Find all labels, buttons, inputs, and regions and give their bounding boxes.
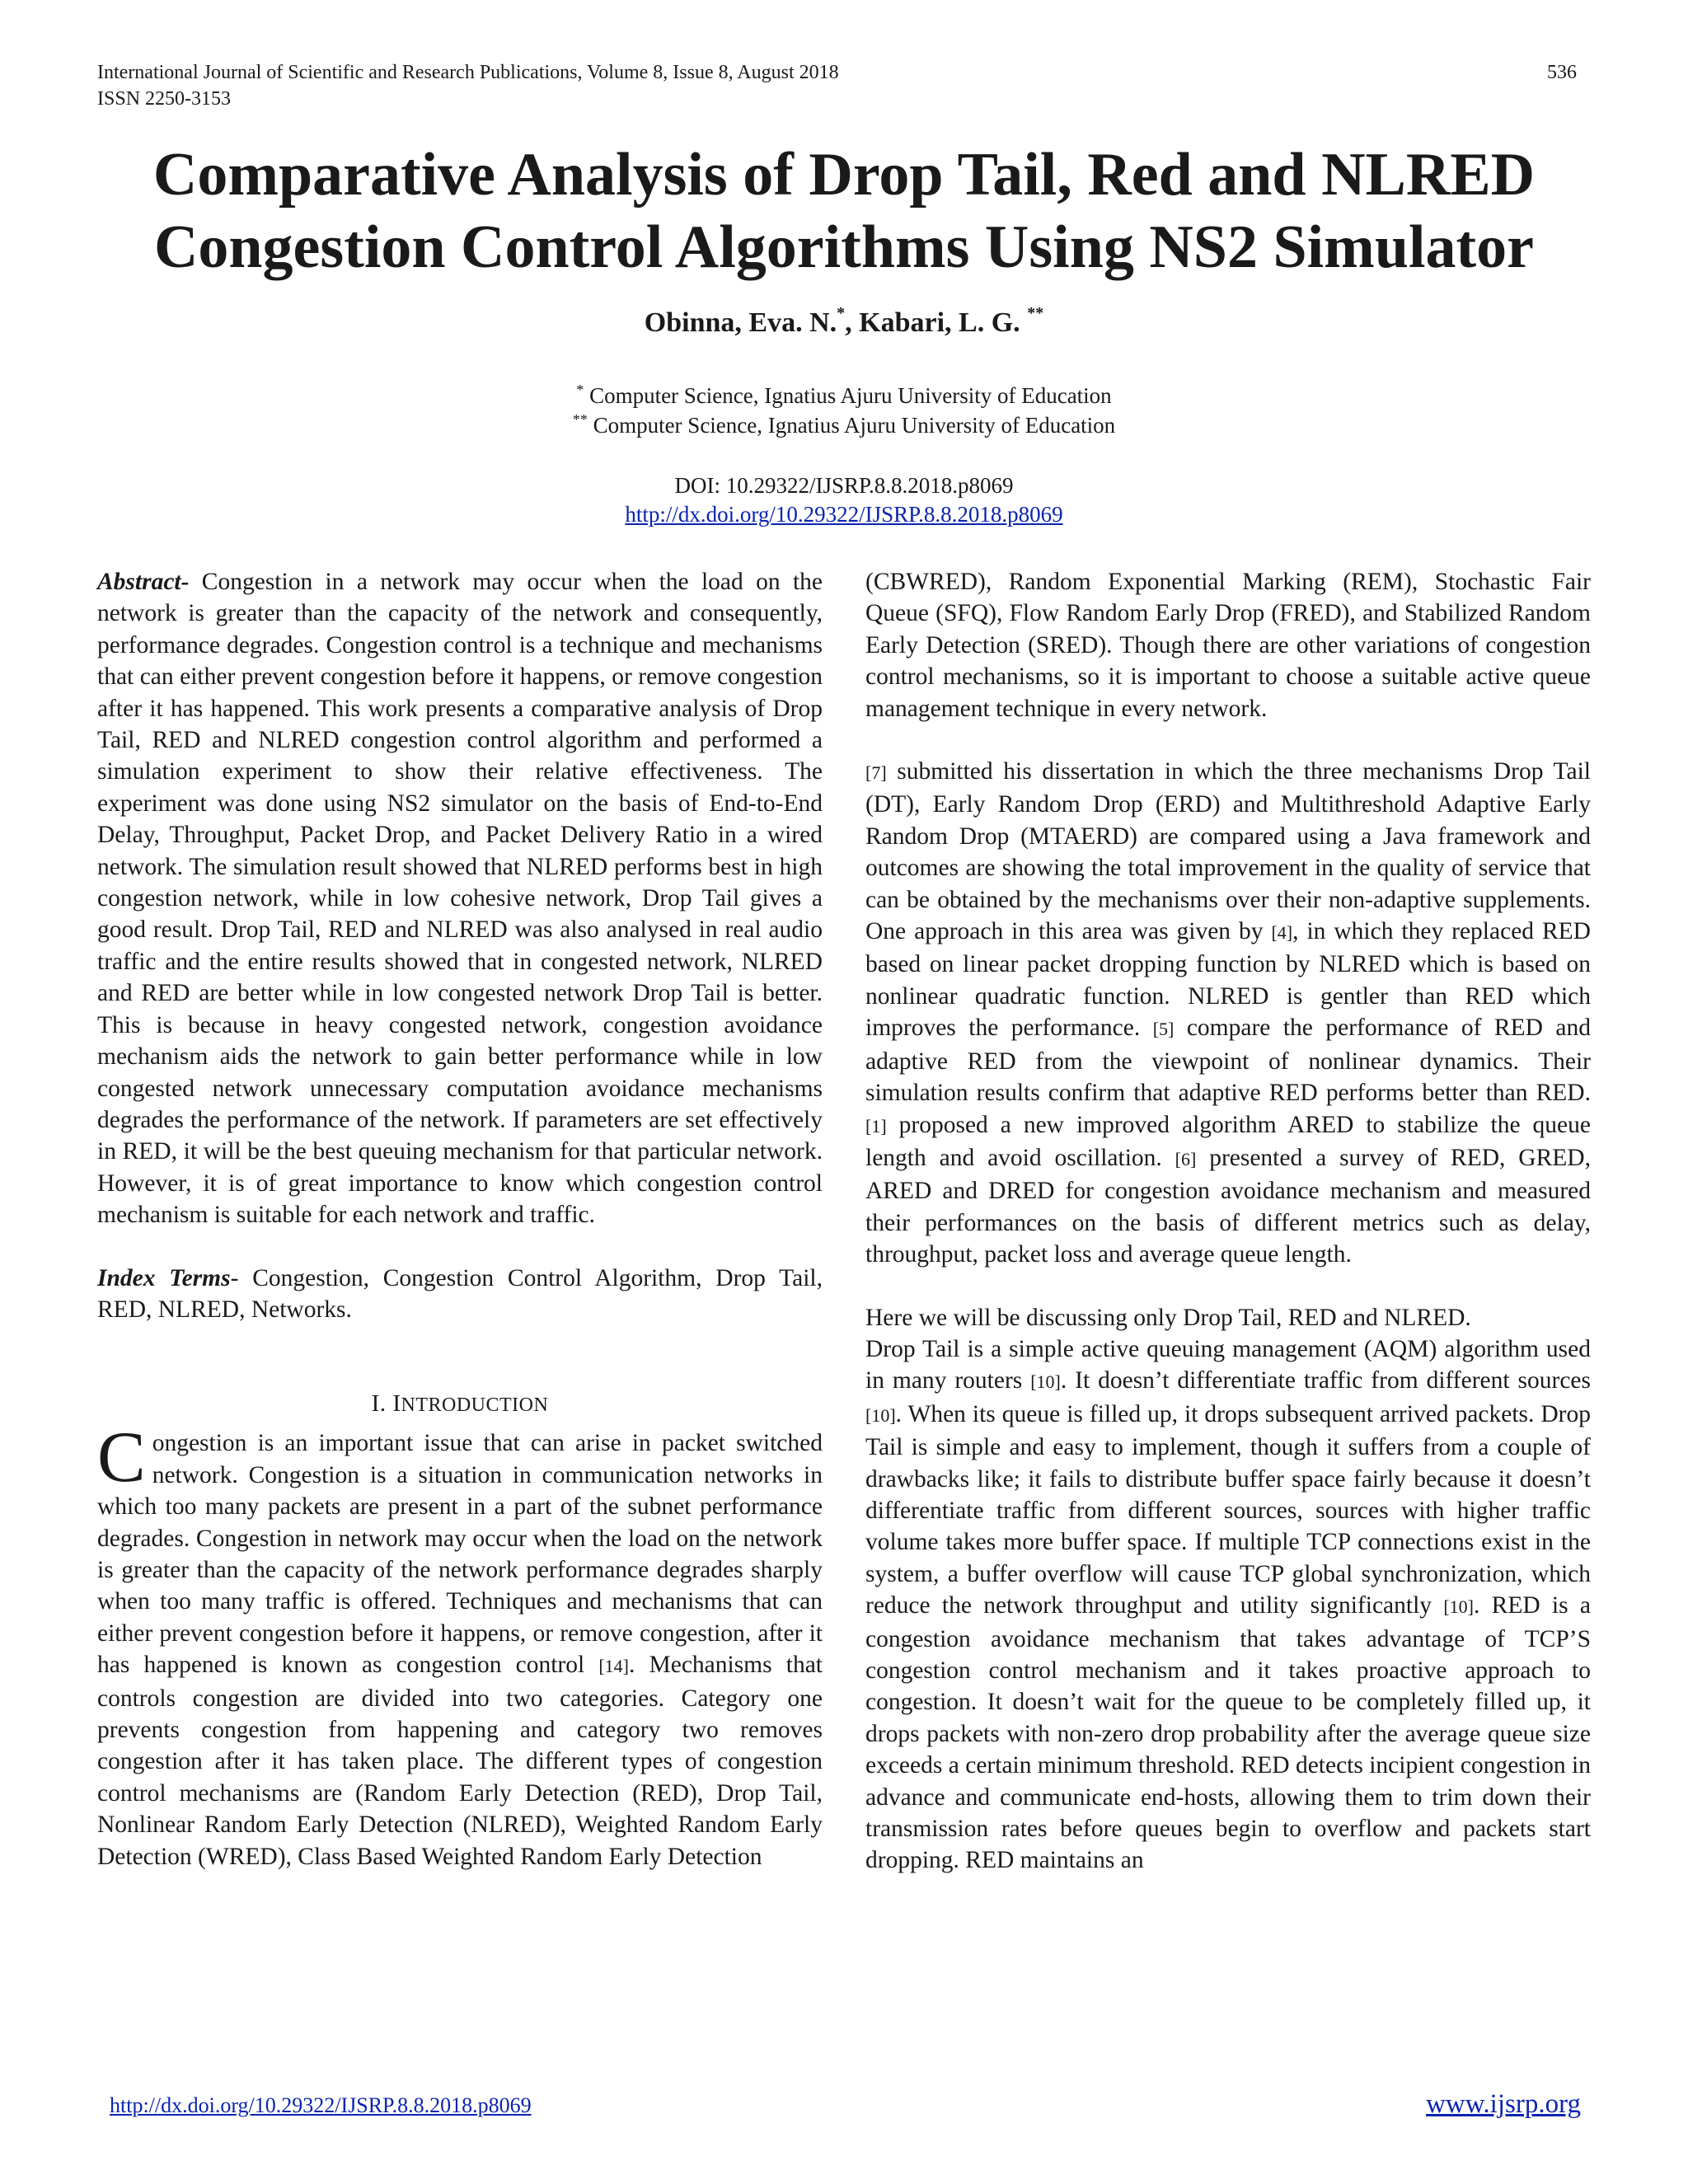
author-list — [0, 305, 1688, 341]
drop-cap: C — [97, 1418, 146, 1498]
section-heading-initial: I — [392, 1390, 401, 1418]
left-column — [97, 566, 823, 1872]
right-paragraph-3: Here we will be discussing only Drop Tail, RED and NLRED. — [865, 1304, 1471, 1331]
affiliation-2-mark: ** — [572, 411, 588, 428]
journal-header — [97, 59, 1577, 112]
page-footer — [110, 2089, 1581, 2120]
affiliations — [0, 381, 1688, 440]
footer-doi-link[interactable]: http://dx.doi.org/10.29322/IJSRP.8.8.2018.p8069 — [110, 2093, 532, 2117]
affiliation-1-text: Computer Science, Ignatius Ajuru University of Education — [589, 383, 1112, 408]
author-separator: , — [845, 307, 860, 338]
right-column — [865, 566, 1591, 1877]
citation-4: [4] — [1271, 922, 1293, 944]
intro-paragraph — [97, 1418, 823, 1872]
page-number: 536 — [1547, 62, 1577, 83]
journal-line: International Journal of Scientific and Research Publications, Volume 8, Issue 8, August 2018 — [97, 62, 839, 83]
para2-text-2: , in which they replaced RED based on linear packet dropping function by NLRED which is based on nonlinear quadratic function. NLRED is gentler than RED which improves the performance. — [865, 918, 1591, 1042]
para4-text-1: Drop Tail is a simple active queuing management (AQM) algorithm used in many routers — [865, 1335, 1591, 1394]
affiliation-2 — [0, 410, 1688, 440]
citation-10-c: [10] — [1443, 1596, 1474, 1618]
abstract-label: Abstract- — [97, 569, 190, 595]
author-1: Obinna, Eva. N. — [644, 307, 837, 338]
citation-1: [1] — [865, 1115, 887, 1137]
para2-text-4: proposed a new improved algorithm ARED to stabilize the queue length and avoid oscillation. — [865, 1111, 1591, 1171]
para4-text-2: . It doesn’t differentiate traffic from different sources — [1060, 1367, 1591, 1394]
para4-text-3: . When its queue is filled up, it drops subsequent arrived packets. Drop Tail is simple and easy to implement, though it suffers from a couple of drawbacks like; it fails to distribute buffer space fairly because it doesn’t differentiate traffic from different sources, sources with higher traffic volume takes more buffer space. If multiple TCP connections exist in the system, a buffer overflow will cause TCP global synchronization, which reduce the network throughput and utility significantly — [865, 1400, 1591, 1619]
author-2: Kabari, L. G. — [859, 307, 1020, 338]
section-heading-introduction — [97, 1388, 823, 1421]
affiliation-2-text: Computer Science, Ignatius Ajuru University of Education — [593, 413, 1116, 438]
title-line-2: Congestion Control Algorithms Using NS2 Simulator — [153, 213, 1535, 281]
right-paragraph-2 — [865, 756, 1591, 1271]
section-numeral: I. — [371, 1390, 387, 1418]
citation-5: [5] — [1152, 1019, 1175, 1040]
section-heading-rest: NTRODUCTION — [401, 1394, 549, 1417]
doi-link[interactable]: http://dx.doi.org/10.29322/IJSRP.8.8.2018.p8069 — [625, 502, 1063, 527]
issn: ISSN 2250-3153 — [97, 88, 232, 110]
doi-label: DOI: 10.29322/IJSRP.8.8.2018.p8069 — [674, 473, 1014, 498]
abstract-text: Congestion in a network may occur when the load on the network is greater than the capacity of the network and consequently, performance degrades. Congestion control is a technique and mechanisms that can either prevent congestion before it happens, or remove congestion after it has happened. This work presents a comparative analysis of Drop Tail, RED and NLRED congestion control algorithm and performed a simulation experiment to show their relative effectiveness. The experiment was done using NS2 simulator on the basis of End-to-End Delay, Throughput, Packet Drop, and Packet Delivery Ratio in a wired network. The simulation result showed that NLRED performs best in high congestion network, while in low cohesive network, Drop Tail gives a good result. Drop Tail, RED and NLRED was also analysed in real audio traffic and the entire results showed that in congested network, NLRED and RED are better while in low congested network Drop Tail is better. This is because in heavy congested network, congestion avoidance mechanism aids the network to gain better performance while in low congested network unnecessary computation avoidance mechanisms degrades the performance of the network. If parameters are set effectively in RED, it will be the best queuing mechanism for that particular network. However, it is of great importance to know which congestion control mechanism is suitable for each network and traffic. — [97, 569, 823, 1229]
doi-block — [0, 471, 1688, 529]
intro-text-2: . Mechanisms that controls congestion are divided into two categories. Category one prevents congestion from happening and category two removes congestion after it has taken place. The different types of congestion control mechanisms are (Random Early Detection (RED), Drop Tail, Nonlinear Random Early Detection (NLRED), Weighted Random Early Detection (WRED), Class Based Weighted Random Early Detection — [97, 1652, 823, 1870]
title-line-1: Comparative Analysis of Drop Tail, Red and NLRED — [152, 141, 1536, 209]
author-1-mark: * — [837, 304, 846, 322]
affiliation-1 — [0, 381, 1688, 410]
index-terms-text: - Congestion, Congestion Control Algorithm, Drop Tail, RED, NLRED, Networks. — [97, 1264, 823, 1323]
citation-14: [14] — [598, 1656, 629, 1677]
para2-text-5: presented a survey of RED, GRED, ARED and DRED for congestion avoidance mechanism and measured their performances on the basis of different metrics such as delay, throughput, packet loss and average queue length. — [865, 1144, 1591, 1268]
footer-site-link[interactable]: www.ijsrp.org — [1426, 2089, 1581, 2119]
citation-10-b: [10] — [865, 1404, 896, 1426]
author-2-mark: ** — [1027, 304, 1044, 322]
citation-10-a: [10] — [1030, 1371, 1061, 1393]
index-terms — [97, 1263, 823, 1326]
paper-title — [82, 138, 1606, 284]
abstract — [97, 566, 823, 1231]
affiliation-1-mark: * — [576, 382, 584, 398]
right-paragraph-1: (CBWRED), Random Exponential Marking (REM), Stochastic Fair Queue (SFQ), Flow Random Early Drop (FRED), and Stabilized Random Early Detection (SRED). Though there are other variations of congestion control mechanisms, so it is important to choose a suitable active queue management technique in every network. — [865, 569, 1591, 722]
para4-text-4: . RED is a congestion avoidance mechanism that takes advantage of TCP’S congestion control mechanism and it takes proactive approach to congestion. It doesn’t wait for the queue to be completely filled up, it drops packets with non-zero drop probability after the average queue size exceeds a certain minimum threshold. RED detects incipient congestion in advance and communicate end-hosts, allowing them to trim down their transmission rates before queues begin to overflow and packets start dropping. RED maintains an — [865, 1592, 1591, 1874]
intro-text-1: ongestion is an important issue that can arise in packet switched network. Congestion is a situation in communication networks in which too many packets are present in a part of the subnet performance degrades. Congestion in network may occur when the load on the network is greater than the capacity of the network performance degrades sharply when too many traffic is offered. Techniques and mechanisms that can either prevent congestion before it happens, or remove congestion, after it has happened is known as congestion control — [97, 1430, 823, 1679]
citation-6: [6] — [1175, 1148, 1197, 1169]
citation-7: [7] — [865, 762, 887, 784]
para2-text-1: submitted his dissertation in which the three mechanisms Drop Tail (DT), Early Random Drop (ERD) and Multithreshold Adaptive Early Random Drop (MTAERD) are compared using a Java framework and outcomes are showing the total improvement in the quality of service that can be obtained by the mechanisms over their non-adaptive supplements. One approach in this area was given by — [865, 758, 1591, 945]
para2-text-3: compare the performance of RED and adaptive RED from the viewpoint of nonlinear dynamics. Their simulation results confirm that adaptive RED performs better than RED. — [865, 1015, 1591, 1107]
index-terms-label: Index Terms — [97, 1264, 231, 1291]
right-paragraph-4 — [865, 1333, 1591, 1877]
